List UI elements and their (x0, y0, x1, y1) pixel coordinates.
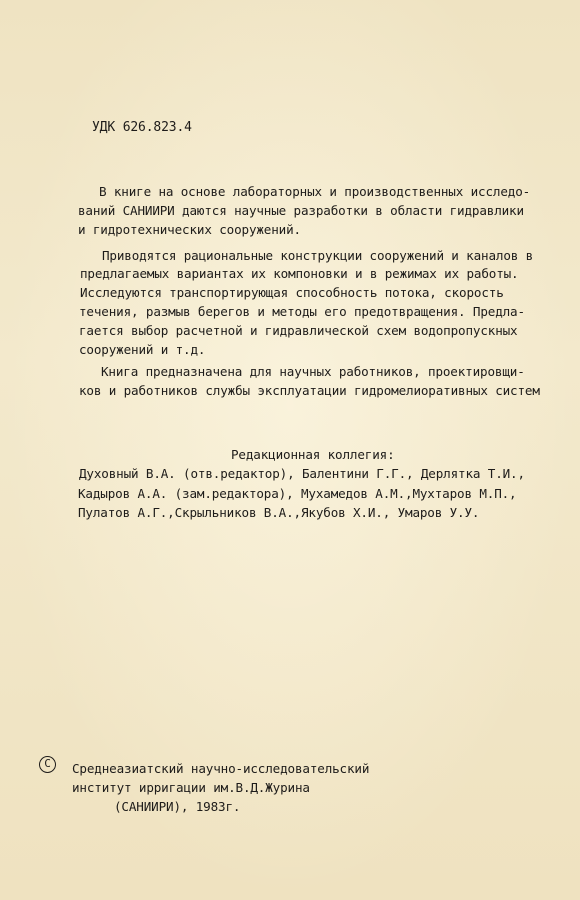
abstract-line-10: Книга предназначена для научных работников, проектировщи- (101, 364, 525, 379)
copyright-line-3: (САНИИРИ), 1983г. (114, 799, 241, 814)
abstract-line-8: гается выбор расчетной и гидравлической схем водопропускных (79, 323, 518, 338)
abstract-line-4: Приводятся рациональные конструкции сооружений и каналов в (102, 248, 534, 263)
abstract-line-5: предлагаемых вариантах их компоновки и в режимах их работы. (80, 266, 519, 281)
abstract-line-9: сооружений и т.д. (79, 342, 206, 357)
editorial-board-line-3: Пулатов А.Г.,Скрыльников В.А.,Якубов Х.И., Умаров У.У. (78, 505, 480, 520)
abstract-line-1: В книге на основе лабораторных и производственных исследо- (99, 184, 531, 199)
abstract-line-11: ков и работников службы эксплуатации гидромелиоративных систем (79, 383, 540, 398)
editorial-board-line-2: Кадыров А.А. (зам.редактора), Мухамедов А.М.,Мухтаров М.П., (78, 486, 517, 501)
copyright-line-2: институт ирригации им.В.Д.Журина (72, 780, 310, 795)
abstract-line-7: течения, размыв берегов и методы его предотвращения. Предла- (79, 304, 525, 319)
copyright-icon: C (39, 756, 56, 773)
editorial-board-heading: Редакционная коллегия: (231, 447, 395, 462)
abstract-line-6: Исследуются транспортирующая способность потока, скорость (80, 285, 504, 300)
copyright-line-1: Среднеазиатский научно-исследовательский (72, 761, 370, 776)
editorial-board-line-1: Духовный В.А. (отв.редактор), Балентини Г.Г., Дерлятка Т.И., (79, 466, 525, 481)
abstract-line-2: ваний САНИИРИ даются научные разработки в области гидравлики (78, 203, 524, 218)
udk-code: УДК 626.823.4 (92, 120, 192, 135)
abstract-line-3: и гидротехнических сооружений. (78, 222, 301, 237)
